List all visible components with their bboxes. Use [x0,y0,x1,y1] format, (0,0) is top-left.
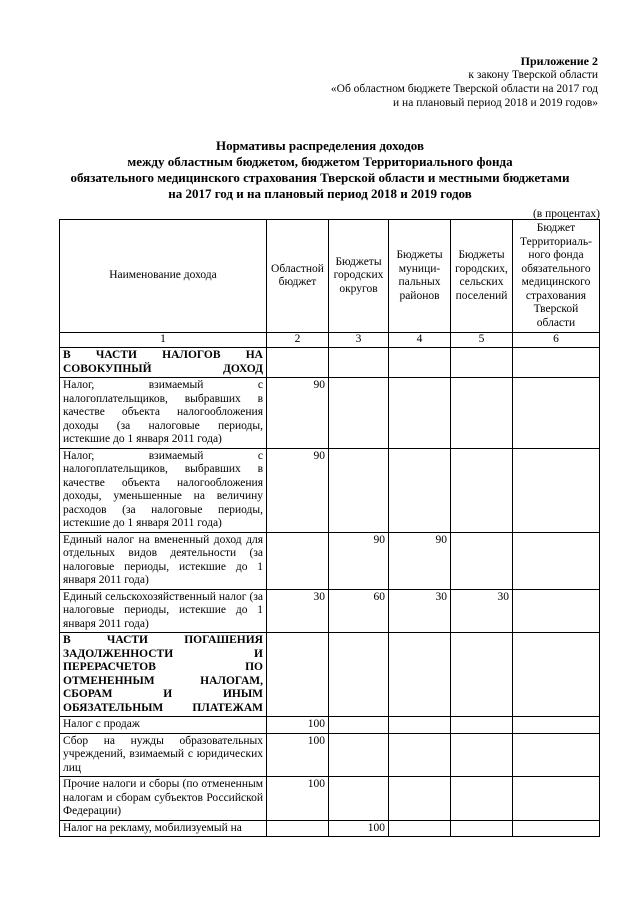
rate-cell [451,820,513,837]
rate-cell [329,777,389,821]
income-name-cell: Сбор на нужды образовательных учреждений, взимаемый с юридических лиц [60,733,267,777]
rate-cell [513,378,600,449]
rate-cell: 90 [267,448,329,532]
title-line: между областным бюджетом, бюджетом Территориального фонда [127,154,513,169]
table-row [60,589,600,633]
column-number: 5 [451,333,513,348]
rate-cell: 90 [389,532,451,589]
rate-cell [513,777,600,821]
rate-cell: 30 [451,589,513,633]
column-number-row [60,333,600,348]
rate-cell: 100 [267,733,329,777]
appendix-line: к закону Тверской области [468,69,598,81]
column-header: Наименование дохода [60,220,267,333]
table-row [60,532,600,589]
column-header: Бюджеты муници-пальных районов [389,220,451,333]
rate-cell [451,532,513,589]
unit-label: (в процентах) [532,208,600,220]
rate-cell [389,777,451,821]
column-number: 6 [513,333,600,348]
rate-cell [389,448,451,532]
income-name-cell: Единый сельскохозяйственный налог (за налоговые периоды, истекшие до 1 января 2011 года) [60,589,267,633]
column-number: 3 [329,333,389,348]
document-title [20,138,620,202]
rate-cell: 30 [389,589,451,633]
rate-cell [329,448,389,532]
rate-cell [389,348,451,378]
rate-cell [451,633,513,717]
rate-cell: 100 [329,820,389,837]
appendix-line: «Об областном бюджете Тверской области на 2017 год [330,83,598,95]
rate-cell: 100 [267,777,329,821]
rate-cell [513,348,600,378]
column-header: Бюджеты городских, сельских поселений [451,220,513,333]
column-number: 2 [267,333,329,348]
rate-cell [451,448,513,532]
income-name-cell: Налог с продаж [60,717,267,734]
rate-cell [513,733,600,777]
column-header: Областной бюджет [267,220,329,333]
rate-cell [267,348,329,378]
rate-cell [329,348,389,378]
rate-cell [513,633,600,717]
rate-cell [451,348,513,378]
table-row [60,777,600,821]
rate-cell [451,777,513,821]
income-name-cell: В ЧАСТИ ПОГАШЕНИЯ ЗАДОЛЖЕННОСТИ И ПЕРЕРАСЧЕТОВ ПО ОТМЕНЕННЫМ НАЛОГАМ, СБОРАМ И ИНЫМ ОБЯЗАТЕЛЬНЫМ ПЛАТЕЖАМ [60,633,267,717]
rate-cell: 90 [267,378,329,449]
section-row [60,348,600,378]
title-line: обязательного медицинского страхования Тверской области и местными бюджетами [70,170,570,185]
rate-cell [267,633,329,717]
rate-cell [389,820,451,837]
rate-cell: 100 [267,717,329,734]
column-number: 4 [389,333,451,348]
table-row [60,820,600,837]
rate-cell [513,820,600,837]
rate-cell [389,717,451,734]
rate-cell [513,448,600,532]
rate-cell [267,820,329,837]
rate-cell: 30 [267,589,329,633]
table-row [60,448,600,532]
rate-cell [513,717,600,734]
rate-cell [267,532,329,589]
column-number: 1 [60,333,267,348]
table-header-row [60,220,600,333]
rate-cell [513,532,600,589]
table-row [60,717,600,734]
rate-cell [329,717,389,734]
appendix-title: Приложение 2 [520,54,598,68]
income-name-cell: Налог, взимаемый с налогоплательщиков, выбравших в качестве объекта налогообложения доходы (за налоговые периоды, истекшие до 1 января 2011 года) [60,378,267,449]
rate-cell: 90 [329,532,389,589]
income-name-cell: Налог, взимаемый с налогоплательщиков, выбравших в качестве объекта налогообложения доходы, уменьшенные на величину расходов (за налоговые периоды, истекшие до 1 января 2011 года) [60,448,267,532]
title-line: на 2017 год и на плановый период 2018 и 2019 годов [168,186,472,201]
rate-cell [329,378,389,449]
income-name-cell: Налог на рекламу, мобилизуемый на [60,820,267,837]
rate-cell [451,733,513,777]
income-name-cell: В ЧАСТИ НАЛОГОВ НА СОВОКУПНЫЙ ДОХОД [60,348,267,378]
rate-cell [389,378,451,449]
norms-table [59,219,600,837]
rate-cell [451,717,513,734]
section-row [60,633,600,717]
column-header: Бюджет Территориаль-ного фонда обязательного медицинского страхования Тверской области [513,220,600,333]
appendix-header [331,54,598,110]
rate-cell: 60 [329,589,389,633]
rate-cell [513,589,600,633]
table-row [60,378,600,449]
rate-cell [389,733,451,777]
column-header: Бюджеты городских округов [329,220,389,333]
income-name-cell: Единый налог на вмененный доход для отдельных видов деятельности (за налоговые периоды, истекшие до 1 января 2011 года) [60,532,267,589]
rate-cell [389,633,451,717]
rate-cell [329,733,389,777]
rate-cell [329,633,389,717]
rate-cell [451,378,513,449]
title-line: Нормативы распределения доходов [215,138,425,153]
income-name-cell: Прочие налоги и сборы (по отмененным налогам и сборам субъектов Российской Федерации) [60,777,267,821]
table-row [60,733,600,777]
appendix-line: и на плановый период 2018 и 2019 годов» [393,97,598,109]
